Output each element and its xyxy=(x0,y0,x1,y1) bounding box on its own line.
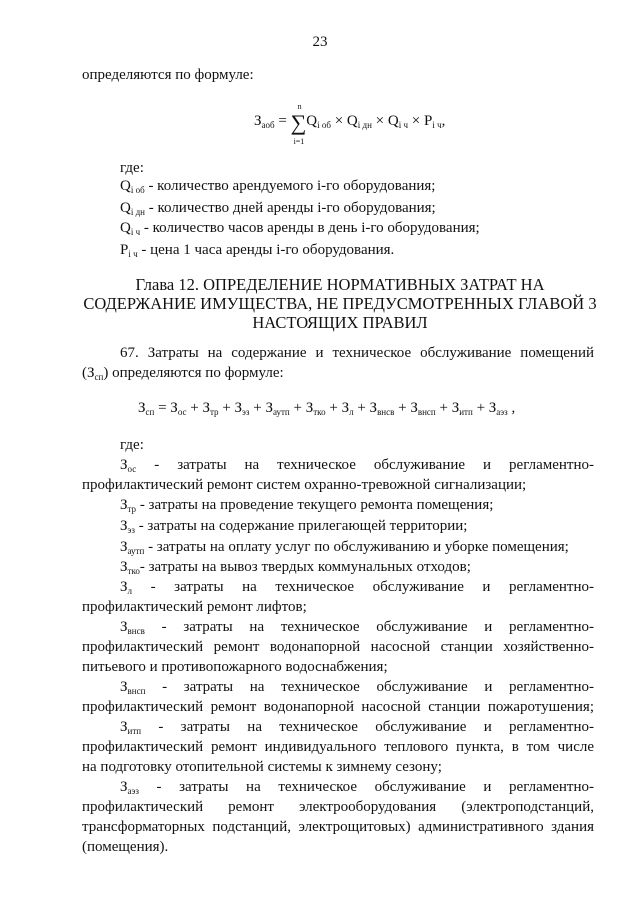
definition-item-cont: профилактический ремонт водонапорной насосной станции хозяйственно- xyxy=(82,639,594,655)
definition-item: $З_{тр}$ - затраты на проведение текущего ремонта помещения; xyxy=(120,497,494,514)
definition-item: $З_{внсп}$ - затраты на техническое обслуживание и регламентно- xyxy=(120,679,594,696)
definition-item: $З_{тко}-$ затраты на вывоз твердых коммунальных отходов; xyxy=(120,559,471,576)
definition-item-cont: профилактический ремонт лифтов; xyxy=(82,599,307,615)
paragraph-67-line: $(З_{сп})$ определяются по формуле: xyxy=(82,365,284,382)
where-label: где: xyxy=(120,437,144,453)
intro-text: определяются по формуле: xyxy=(82,67,254,83)
definition-item: $Q_{i об}$ - количество арендуемого i-го оборудования; xyxy=(120,178,436,195)
definition-item: $З_{итп}$ - затраты на техническое обслуживание и регламентно- xyxy=(120,719,594,736)
page-number: 23 xyxy=(312,34,328,50)
definition-item-cont: профилактический ремонт индивидуального теплового пункта, в том числе xyxy=(82,739,594,755)
definition-item-cont: профилактический ремонт систем охранно-тревожной сигнализации; xyxy=(82,477,527,493)
definition-item-cont: профилактический ремонт электрооборудования (электроподстанций, xyxy=(82,799,594,815)
definition-item: $Q_{i дн}$ - количество дней аренды i-го оборудования; xyxy=(120,200,436,217)
definition-item: $Q_{i ч}$ - количество часов аренды в день i-го оборудования; xyxy=(120,220,480,237)
definition-item: $З_{аэз}$ - затраты на техническое обслуживание и регламентно- xyxy=(120,779,594,796)
formula-symbol: З xyxy=(254,113,262,129)
definition-item: $З_л$ - затраты на техническое обслуживание и регламентно- xyxy=(120,579,594,596)
sum-sign: n ∑ i=1 xyxy=(290,102,307,146)
chapter-heading: Глава 12. ОПРЕДЕЛЕНИЕ НОРМАТИВНЫХ ЗАТРАТ НА СОДЕРЖАНИЕ ИМУЩЕСТВА, НЕ ПРЕДУСМОТРЕННЫХ ГЛАВОЙ 3 НАСТОЯЩИХ ПРАВИЛ xyxy=(83,275,597,332)
definition-item-cont: (помещения). xyxy=(82,839,169,855)
definition-item: $З_{ос}$ - затраты на техническое обслуживание и регламентно- xyxy=(120,457,594,474)
definition-item: $P_{i ч}$ - цена 1 часа аренды i-го оборудования. xyxy=(120,242,395,259)
where-label: где: xyxy=(120,160,144,176)
definition-item: $З_{внсв}$ - затраты на техническое обслуживание и регламентно- xyxy=(120,619,594,636)
formula-equipment-rent: $З_{аоб}$ = n ∑ i=1 $Q_{i об} \times Q_{i дн} \times Q_{i ч} \times P_{i ч}$, xyxy=(254,102,446,146)
definition-item: $З_{эз}$ - затраты на содержание прилегающей территории; xyxy=(120,518,468,535)
definition-item-cont: трансформаторных подстанций, электрощитовых) административного здания xyxy=(82,819,594,835)
definition-item-cont: профилактический ремонт водонапорной насосной станции пожаротушения; xyxy=(82,699,594,715)
definition-item-cont: питьевого и противопожарного водоснабжения; xyxy=(82,659,388,675)
definition-item-cont: на подготовку отопительной системы к зимнему сезону; xyxy=(82,759,442,775)
paragraph-67-line: 67. Затраты на содержание и техническое обслуживание помещений xyxy=(120,345,594,361)
definition-item: $З_{аутп}$ - затраты на оплату услуг по обслуживанию и уборке помещения; xyxy=(120,539,569,556)
formula-premises-maintenance: $З_{сп} = З_{ос} + З_{тр} + З_{эз} + З_{аутп} + З_{тко} + З_л + З_{внсв} + З_{внсп} + З_{итп} + З_{аэз}$ , xyxy=(138,400,516,417)
